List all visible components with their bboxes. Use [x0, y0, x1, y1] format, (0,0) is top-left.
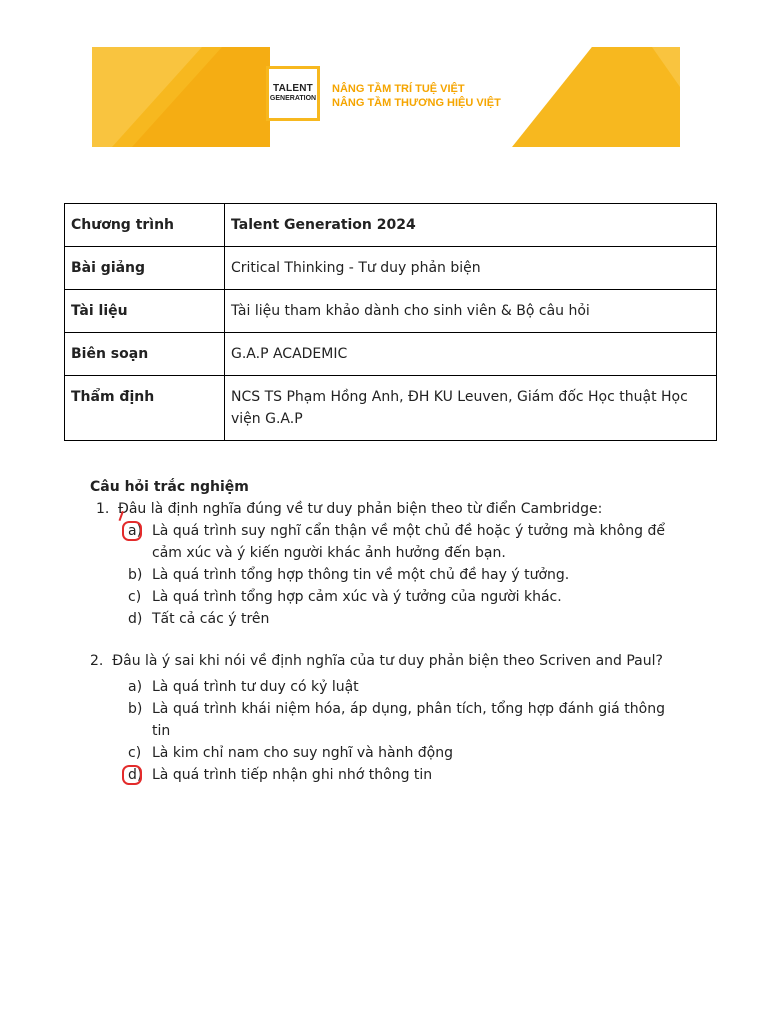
option-label: d) — [128, 611, 143, 627]
row-value: Critical Thinking - Tư duy phản biện — [225, 247, 717, 290]
option-text: Là kim chỉ nam cho suy nghĩ và hành động — [152, 745, 453, 761]
option-label: a) — [128, 523, 143, 539]
question-2 — [90, 650, 665, 786]
option-label: d) — [128, 767, 143, 783]
slogan-line-2: NÂNG TẦM THƯƠNG HIỆU VIỆT — [332, 97, 501, 109]
row-key: Biên soạn — [65, 333, 225, 376]
question-text: Đâu là ý sai khi nói về định nghĩa của tư duy phản biện theo Scriven and Paul? — [112, 653, 663, 669]
row-value: NCS TS Phạm Hồng Anh, ĐH KU Leuven, Giám đốc Học thuật Học viện G.A.P — [225, 376, 717, 441]
option-d[interactable] — [128, 764, 665, 786]
selected-answer-circle — [122, 521, 142, 541]
row-value: Tài liệu tham khảo dành cho sinh viên & Bộ câu hỏi — [225, 290, 717, 333]
talent-generation-logo — [266, 66, 320, 121]
slogan-line-1: NÂNG TẦM TRÍ TUỆ VIỆT — [332, 83, 465, 95]
option-a[interactable] — [128, 676, 665, 698]
option-label: b) — [128, 701, 143, 717]
table-row — [65, 204, 717, 247]
options-list — [128, 676, 665, 786]
slogan — [332, 82, 501, 110]
table-row — [65, 333, 717, 376]
row-value: G.A.P ACADEMIC — [225, 333, 717, 376]
row-key: Chương trình — [65, 204, 225, 247]
question-text: Đâu là định nghĩa đúng về tư duy phản biện theo từ điển Cambridge: — [118, 501, 603, 517]
options-list — [128, 520, 665, 630]
row-key: Bài giảng — [65, 247, 225, 290]
option-text: Là quá trình tổng hợp cảm xúc và ý tưởng của người khác. — [152, 589, 562, 605]
option-label: b) — [128, 567, 143, 583]
question-number: 1. — [96, 501, 110, 517]
logo-line-2: GENERATION — [269, 95, 317, 102]
logo-line-1: TALENT — [273, 83, 313, 94]
option-d[interactable] — [128, 608, 665, 630]
option-text: Là quá trình suy nghĩ cẩn thận về một chủ đề hoặc ý tưởng mà không để cảm xúc và ý kiến người khác ảnh hưởng đến bạn. — [152, 523, 665, 561]
table-row — [65, 247, 717, 290]
row-value: Talent Generation 2024 — [225, 204, 717, 247]
option-c[interactable] — [128, 586, 665, 608]
option-a[interactable] — [128, 520, 665, 564]
quiz-title: Câu hỏi trắc nghiệm — [90, 479, 249, 495]
selected-answer-circle — [122, 765, 142, 785]
option-b[interactable] — [128, 564, 665, 586]
question-1 — [96, 498, 665, 630]
table-row — [65, 290, 717, 333]
option-text: Là quá trình tổng hợp thông tin về một chủ đề hay ý tưởng. — [152, 567, 570, 583]
course-info-table — [64, 203, 717, 441]
option-text: Là quá trình tiếp nhận ghi nhớ thông tin — [152, 767, 433, 783]
row-key: Tài liệu — [65, 290, 225, 333]
option-c[interactable] — [128, 742, 665, 764]
option-text: Là quá trình tư duy có kỷ luật — [152, 679, 359, 695]
option-label: c) — [128, 589, 142, 605]
option-text: Tất cả các ý trên — [152, 611, 270, 627]
row-key: Thẩm định — [65, 376, 225, 441]
option-label: a) — [128, 679, 143, 695]
header-banner — [92, 47, 680, 147]
option-label: c) — [128, 745, 142, 761]
option-text: Là quá trình khái niệm hóa, áp dụng, phân tích, tổng hợp đánh giá thông tin — [152, 701, 665, 739]
option-b[interactable] — [128, 698, 665, 742]
question-number: 2. — [90, 653, 104, 669]
table-row — [65, 376, 717, 441]
quiz-section — [90, 476, 665, 786]
